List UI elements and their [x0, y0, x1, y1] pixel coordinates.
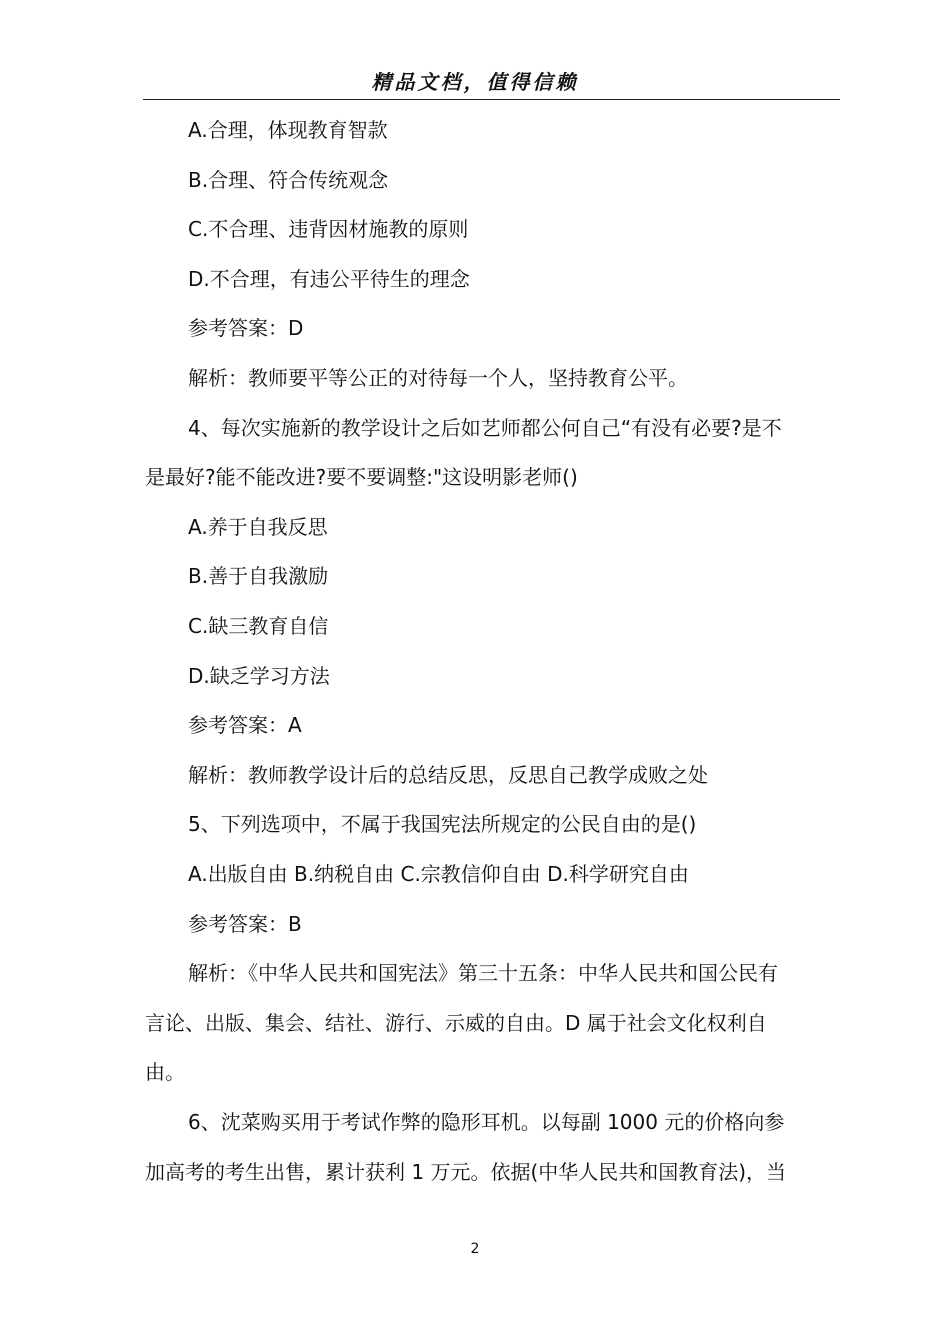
- text-line: 5、下列选项中，不属于我国宪法所规定的公民自由的是(): [188, 812, 697, 836]
- text-line: C.不合理、违背因材施教的原则: [188, 217, 469, 241]
- text-line: 是最好?能不能改进?要不要调整:"这设明影老师(): [145, 465, 578, 489]
- text-line: B.合理、符合传统观念: [188, 168, 389, 192]
- text-line: 加高考的考生出售，累计获利 1 万元。依据(中华人民共和国教育法)，当: [145, 1160, 787, 1184]
- text-line: B.善于自我激励: [188, 564, 329, 588]
- text-line: 由。: [145, 1060, 185, 1084]
- text-line: 解析：《中华人民共和国宪法》第三十五条：中华人民共和国公民有: [188, 961, 778, 985]
- text-line: C.缺三教育自信: [188, 614, 329, 638]
- text-line: D.不合理，有违公平待生的理念: [188, 267, 470, 291]
- text-line: 解析：教师教学设计后的总结反思，反思自己教学成败之处: [188, 763, 708, 787]
- text-line: 参考答案：D: [188, 316, 304, 340]
- page-number: 2: [470, 1241, 480, 1257]
- header-divider: [143, 99, 840, 100]
- text-line: 6、沈菜购买用于考试作弊的隐形耳机。以每副 1000 元的价格向参: [188, 1110, 785, 1134]
- text-line: 参考答案：A: [188, 713, 302, 737]
- text-line: A.出版自由 B.纳税自由 C.宗教信仰自由 D.科学研究自由: [188, 862, 689, 886]
- document-header-title: 精品文档，值得信赖: [371, 70, 579, 94]
- text-line: 言论、出版、集会、结社、游行、示威的自由。D 属于社会文化权利自: [145, 1011, 767, 1035]
- text-line: A.养于自我反思: [188, 515, 328, 539]
- text-line: A.合理，体现教育智款: [188, 118, 388, 142]
- text-line: D.缺乏学习方法: [188, 664, 330, 688]
- text-line: 4、每次实施新的教学设计之后如艺师都公何自己“有没有必要?是不: [188, 416, 782, 440]
- text-line: 参考答案：B: [188, 912, 302, 936]
- text-line: 解析：教师要平等公正的对待每一个人，坚持教育公平。: [188, 366, 688, 390]
